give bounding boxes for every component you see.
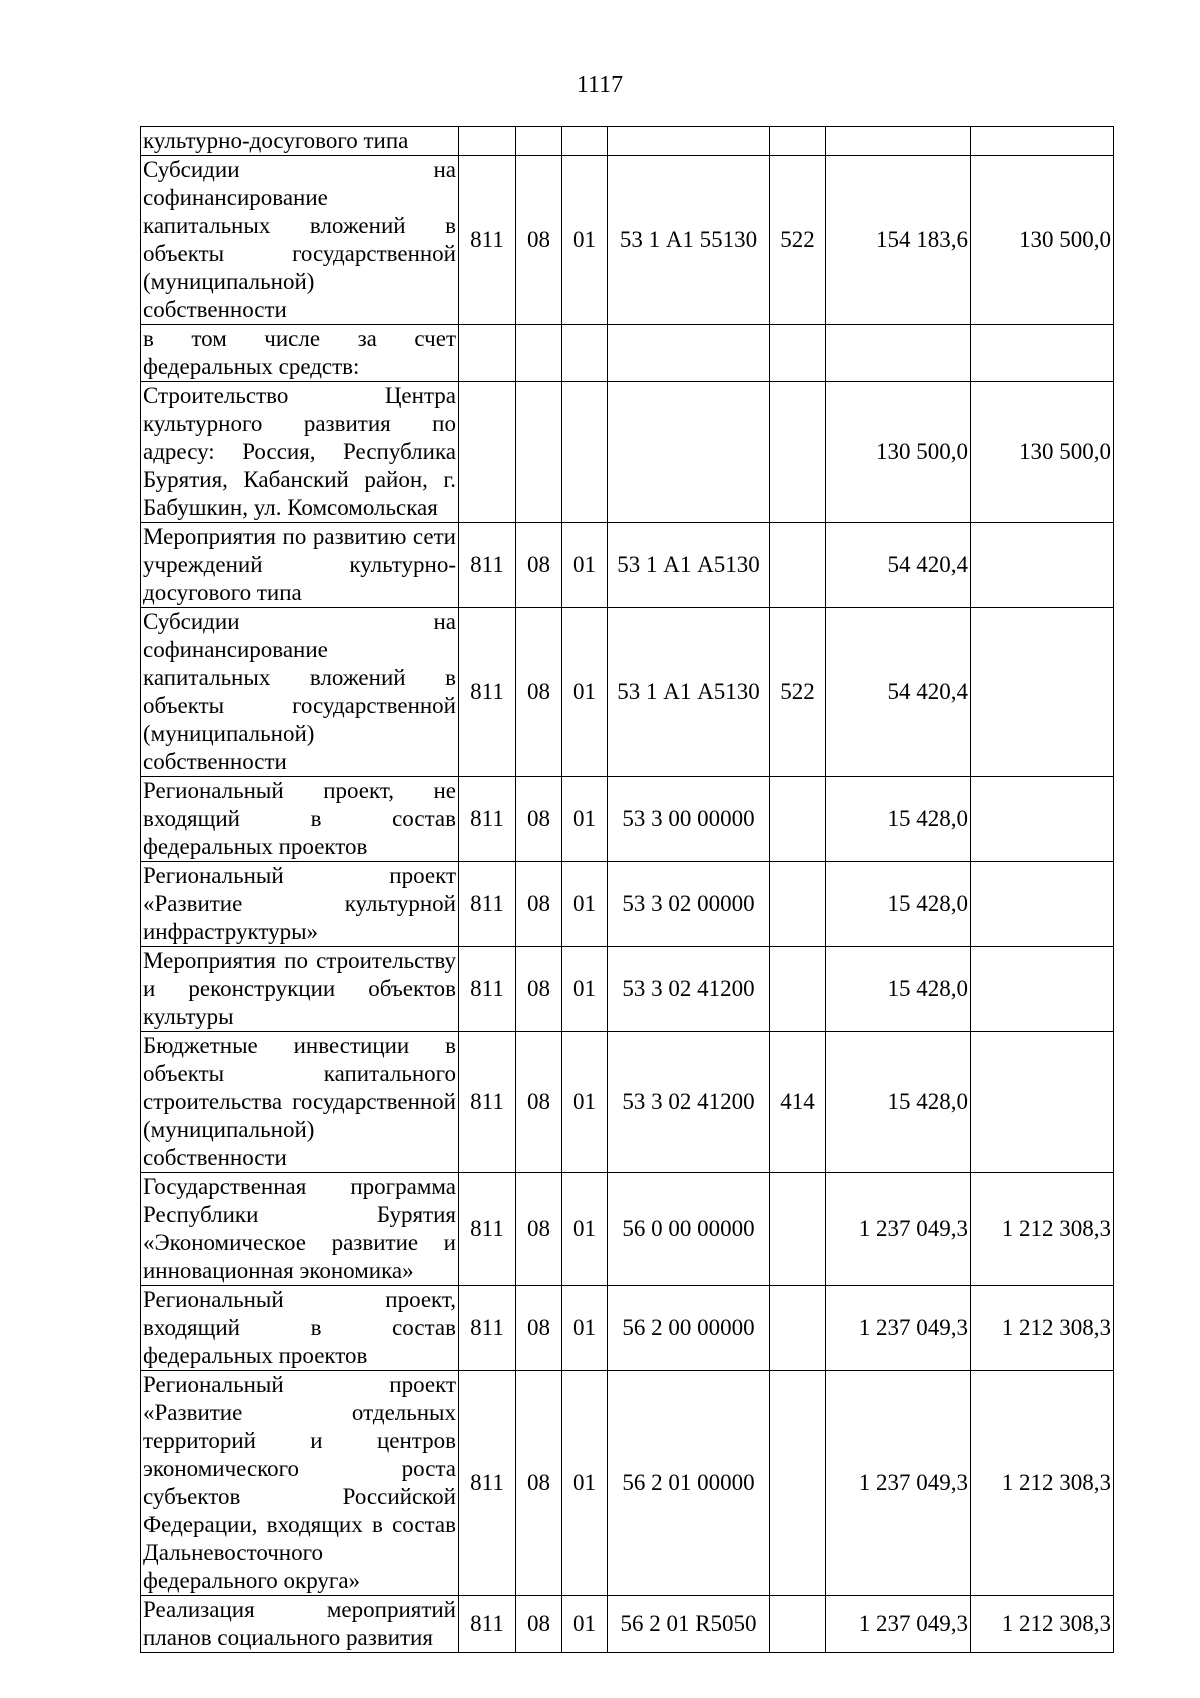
ved-code-cell: 811 — [459, 1371, 516, 1596]
amount-1-cell: 15 428,0 — [826, 777, 971, 862]
item-name-cell: в том числе за счет федеральных средств: — [141, 325, 459, 382]
expense-type-cell — [770, 1173, 826, 1286]
item-name-cell: Региональный проект «Развитие культурной инфраструктуры» — [141, 862, 459, 947]
amount-2-cell: 130 500,0 — [971, 156, 1114, 325]
expense-type-cell: 522 — [770, 608, 826, 777]
item-name-cell: Бюджетные инвестиции в объекты капитального строительства государственной (муниципальной) собственности — [141, 1032, 459, 1173]
section-code-cell — [516, 127, 562, 156]
expense-type-cell — [770, 1596, 826, 1653]
amount-1-cell: 54 420,4 — [826, 523, 971, 608]
ved-code-cell: 811 — [459, 947, 516, 1032]
item-name-cell: Государственная программа Республики Бурятия «Экономическое развитие и инновационная экономика» — [141, 1173, 459, 1286]
target-article-cell: 53 3 00 00000 — [608, 777, 770, 862]
subsection-code-cell: 01 — [562, 947, 608, 1032]
ved-code-cell: 811 — [459, 1596, 516, 1653]
table-row — [141, 325, 1114, 382]
subsection-code-cell: 01 — [562, 523, 608, 608]
ved-code-cell: 811 — [459, 777, 516, 862]
target-article-cell: 56 2 01 00000 — [608, 1371, 770, 1596]
target-article-cell: 53 1 А1 А5130 — [608, 523, 770, 608]
amount-2-cell: 1 212 308,3 — [971, 1286, 1114, 1371]
subsection-code-cell: 01 — [562, 777, 608, 862]
expense-type-cell — [770, 1286, 826, 1371]
section-code-cell: 08 — [516, 1032, 562, 1173]
table-row — [141, 1596, 1114, 1653]
table-row — [141, 1371, 1114, 1596]
subsection-code-cell: 01 — [562, 1371, 608, 1596]
page-number: 1117 — [576, 72, 624, 98]
budget-table — [140, 126, 1114, 1653]
amount-1-cell: 154 183,6 — [826, 156, 971, 325]
target-article-cell — [608, 382, 770, 523]
ved-code-cell: 811 — [459, 608, 516, 777]
subsection-code-cell: 01 — [562, 1173, 608, 1286]
item-name-cell: культурно-досугового типа — [141, 127, 459, 156]
section-code-cell: 08 — [516, 947, 562, 1032]
amount-1-cell: 130 500,0 — [826, 382, 971, 523]
expense-type-cell — [770, 382, 826, 523]
item-name-cell: Мероприятия по развитию сети учреждений культурно-досугового типа — [141, 523, 459, 608]
table-row — [141, 127, 1114, 156]
target-article-cell: 53 3 02 41200 — [608, 947, 770, 1032]
section-code-cell: 08 — [516, 1371, 562, 1596]
amount-1-cell: 1 237 049,3 — [826, 1371, 971, 1596]
table-row — [141, 1032, 1114, 1173]
ved-code-cell: 811 — [459, 1286, 516, 1371]
amount-1-cell: 15 428,0 — [826, 947, 971, 1032]
section-code-cell: 08 — [516, 608, 562, 777]
subsection-code-cell: 01 — [562, 862, 608, 947]
target-article-cell: 53 1 А1 55130 — [608, 156, 770, 325]
table-row — [141, 608, 1114, 777]
section-code-cell: 08 — [516, 1286, 562, 1371]
amount-1-cell: 1 237 049,3 — [826, 1286, 971, 1371]
section-code-cell: 08 — [516, 156, 562, 325]
amount-2-cell — [971, 947, 1114, 1032]
subsection-code-cell — [562, 325, 608, 382]
ved-code-cell — [459, 382, 516, 523]
item-name-cell: Региональный проект, не входящий в состав федеральных проектов — [141, 777, 459, 862]
amount-2-cell — [971, 777, 1114, 862]
expense-type-cell — [770, 127, 826, 156]
target-article-cell: 53 3 02 41200 — [608, 1032, 770, 1173]
amount-2-cell: 1 212 308,3 — [971, 1173, 1114, 1286]
table-row — [141, 777, 1114, 862]
item-name-cell: Региональный проект, входящий в состав федеральных проектов — [141, 1286, 459, 1371]
section-code-cell — [516, 325, 562, 382]
amount-1-cell: 54 420,4 — [826, 608, 971, 777]
item-name-cell: Строительство Центра культурного развития по адресу: Россия, Республика Бурятия, Кабанский район, г. Бабушкин, ул. Комсомольская — [141, 382, 459, 523]
table-row — [141, 1286, 1114, 1371]
ved-code-cell: 811 — [459, 1173, 516, 1286]
item-name-cell: Реализация мероприятий планов социального развития — [141, 1596, 459, 1653]
table-row — [141, 947, 1114, 1032]
item-name-cell: Субсидии на софинансирование капитальных вложений в объекты государственной (муниципальной) собственности — [141, 156, 459, 325]
expense-type-cell — [770, 523, 826, 608]
table-row — [141, 156, 1114, 325]
amount-2-cell — [971, 127, 1114, 156]
ved-code-cell — [459, 127, 516, 156]
target-article-cell — [608, 127, 770, 156]
amount-1-cell: 1 237 049,3 — [826, 1173, 971, 1286]
target-article-cell: 53 3 02 00000 — [608, 862, 770, 947]
target-article-cell: 56 2 01 R5050 — [608, 1596, 770, 1653]
subsection-code-cell: 01 — [562, 156, 608, 325]
expense-type-cell — [770, 1371, 826, 1596]
expense-type-cell: 414 — [770, 1032, 826, 1173]
section-code-cell: 08 — [516, 1596, 562, 1653]
amount-1-cell: 15 428,0 — [826, 1032, 971, 1173]
amount-2-cell: 130 500,0 — [971, 382, 1114, 523]
ved-code-cell: 811 — [459, 862, 516, 947]
ved-code-cell: 811 — [459, 156, 516, 325]
section-code-cell: 08 — [516, 862, 562, 947]
amount-1-cell: 1 237 049,3 — [826, 1596, 971, 1653]
subsection-code-cell — [562, 382, 608, 523]
expense-type-cell — [770, 862, 826, 947]
expense-type-cell — [770, 325, 826, 382]
table-row — [141, 1173, 1114, 1286]
expense-type-cell — [770, 777, 826, 862]
amount-2-cell — [971, 862, 1114, 947]
ved-code-cell — [459, 325, 516, 382]
expense-type-cell: 522 — [770, 156, 826, 325]
amount-2-cell: 1 212 308,3 — [971, 1596, 1114, 1653]
target-article-cell — [608, 325, 770, 382]
item-name-cell: Мероприятия по строительству и реконструкции объектов культуры — [141, 947, 459, 1032]
budget-table-body — [141, 127, 1114, 1653]
amount-2-cell — [971, 608, 1114, 777]
amount-1-cell: 15 428,0 — [826, 862, 971, 947]
section-code-cell — [516, 382, 562, 523]
subsection-code-cell: 01 — [562, 608, 608, 777]
amount-2-cell: 1 212 308,3 — [971, 1371, 1114, 1596]
amount-2-cell — [971, 523, 1114, 608]
section-code-cell: 08 — [516, 523, 562, 608]
expense-type-cell — [770, 947, 826, 1032]
table-row — [141, 523, 1114, 608]
ved-code-cell: 811 — [459, 523, 516, 608]
target-article-cell: 56 2 00 00000 — [608, 1286, 770, 1371]
target-article-cell: 56 0 00 00000 — [608, 1173, 770, 1286]
ved-code-cell: 811 — [459, 1032, 516, 1173]
amount-1-cell — [826, 325, 971, 382]
section-code-cell: 08 — [516, 777, 562, 862]
section-code-cell: 08 — [516, 1173, 562, 1286]
amount-2-cell — [971, 325, 1114, 382]
amount-2-cell — [971, 1032, 1114, 1173]
table-row — [141, 382, 1114, 523]
subsection-code-cell — [562, 127, 608, 156]
amount-1-cell — [826, 127, 971, 156]
item-name-cell: Региональный проект «Развитие отдельных территорий и центров экономического роста субъектов Российской Федерации, входящих в состав Дальневосточного федерального округа» — [141, 1371, 459, 1596]
subsection-code-cell: 01 — [562, 1286, 608, 1371]
subsection-code-cell: 01 — [562, 1032, 608, 1173]
table-row — [141, 862, 1114, 947]
item-name-cell: Субсидии на софинансирование капитальных вложений в объекты государственной (муниципальной) собственности — [141, 608, 459, 777]
target-article-cell: 53 1 А1 А5130 — [608, 608, 770, 777]
subsection-code-cell: 01 — [562, 1596, 608, 1653]
